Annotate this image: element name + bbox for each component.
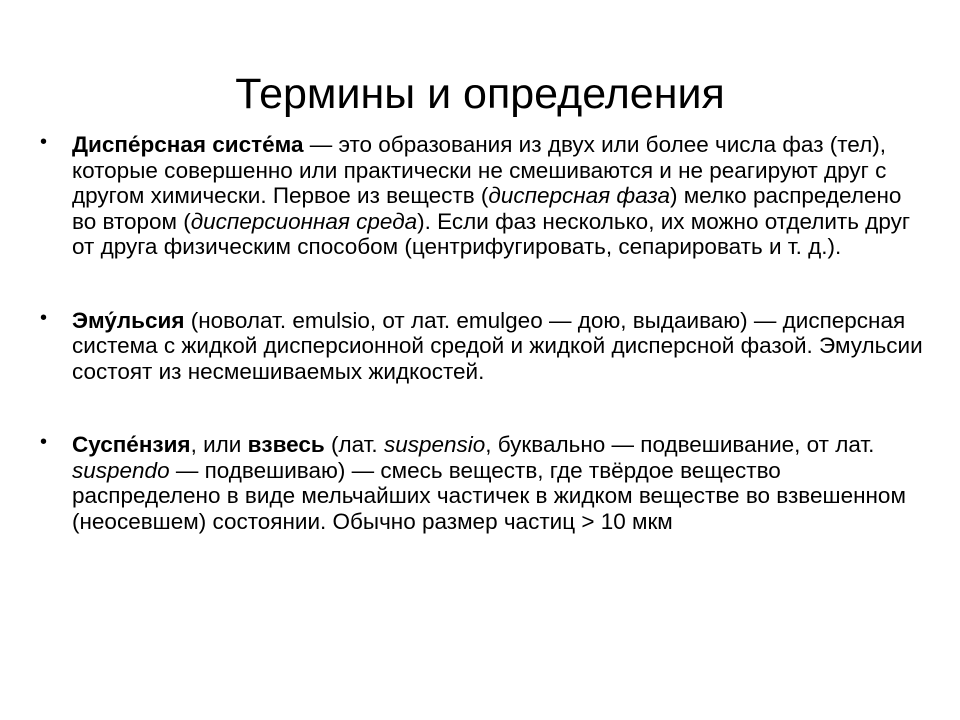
definition-fragment: ). Если фаз несколько, их можно отделить друг от друга физическим способом (центрифугировать, сепарировать и т. д.). [72, 208, 911, 259]
term-suspendo: suspendo [72, 457, 170, 483]
bullet-icon: • [40, 431, 48, 453]
term-suspension: Суспе́нзия [72, 432, 191, 457]
term-dispersed-phase: дисперсная фаза [488, 183, 670, 208]
bullet-icon: • [40, 131, 48, 153]
term-vzves: взвесь [247, 432, 325, 457]
definition-fragment: , или [190, 432, 248, 457]
definition-emulsion [40, 308, 930, 385]
term-dispersed-system: Диспе́рсная систе́ма [72, 132, 304, 157]
term-emulsion: Эму́льсия [72, 307, 185, 333]
definition-fragment: — подвешиваю) — смесь веществ, где твёрдое вещество распределено в виде мельчайших частичек в жидком веществе во взвешенном (неосевшем) состоянии. Обычно размер частиц > 10 мкм [72, 457, 906, 534]
definition-text [72, 132, 930, 260]
definition-fragment: (новолат. emulsio, от лат. emulgeo — дою, выдаиваю) — дисперсная система с жидкой дисперсионной средой и жидкой дисперсной фазой. Эмульсии состоят из несмешиваемых жидкостей. [72, 307, 923, 384]
definition-suspension [40, 432, 930, 534]
definitions-list [40, 132, 930, 582]
definition-text [72, 432, 930, 534]
definition-fragment: ) мелко распределено во втором ( [72, 183, 902, 234]
term-suspensio: suspensio [383, 432, 486, 457]
definition-text [72, 308, 930, 385]
definition-dispersed-system [40, 132, 930, 260]
term-dispersion-medium: дисперсионная среда [190, 208, 418, 234]
definition-fragment: , буквально — подвешивание, от лат. [485, 432, 875, 457]
bullet-icon: • [40, 306, 48, 329]
definition-fragment: — это образования из двух или более числа фаз (тел), которые совершенно или практически не смешиваются и не реагируют друг с другом химически. Первое из веществ ( [72, 132, 887, 208]
slide-title: Термины и определения [235, 70, 725, 118]
definition-fragment: (лат. [324, 432, 384, 457]
